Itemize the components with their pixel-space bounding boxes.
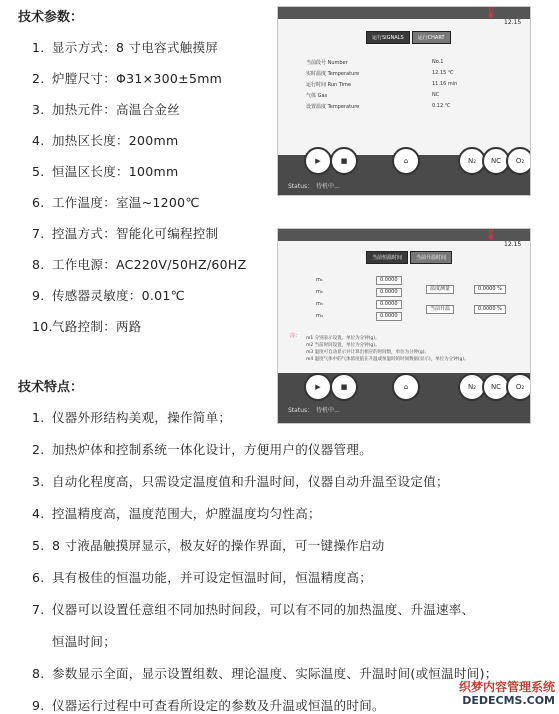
list-item [52,632,116,650]
features-heading: 技术特点： [18,380,84,395]
m-value-box: 0.0000 [376,276,402,285]
row-value: No.1 [432,59,444,65]
list-item [32,408,231,426]
screen-row [306,103,451,110]
list-item [32,472,449,490]
list-item [32,317,142,335]
nc-button[interactable]: NC [482,147,510,175]
screen-row [306,81,458,88]
list-item [32,286,185,304]
list-item-text: 加热炉体和控制系统一体化设计，方便用户的仪器管理。 [52,442,373,457]
list-item-number: 1. [32,410,45,425]
list-item-number: 7. [32,602,45,617]
note-title: 注： [290,333,301,339]
row-label: 当前段号 Number [306,60,348,66]
list-item-text: 控温精度高，温度范围大，炉膛温度均匀性高； [52,506,321,521]
list-item-text: 具有极佳的恒温功能，并可设定恒温时间，恒温精度高； [52,570,373,585]
list-item [32,664,498,682]
list-item-number: 9. [32,288,45,303]
list-item-text: 仪器可以设置任意组不同加热时间段，可以有不同的加热温度、升温速率、 [52,602,475,617]
row-label: 气体 Gas [306,93,328,99]
specs-heading: 技术参数： [18,10,84,25]
play-button[interactable]: ▶ [304,373,332,401]
n2-button[interactable]: N₂ [458,147,486,175]
list-item-text: 加热区长度：200mm [52,133,179,148]
tab-ramp-time[interactable]: 当前升温时间 [410,251,452,264]
list-item-number: 4. [32,133,45,148]
m-label: m₂ [316,289,323,295]
right-b-value: 0.0000 % [474,305,506,314]
thermometer-icon: 🌡 [484,228,498,241]
list-item [32,193,200,211]
thermometer-icon: 🌡 [484,6,498,19]
m-value-box: 0.0000 [376,312,402,321]
stop-button[interactable]: ■ [330,147,358,175]
list-item-text: 炉膛尺寸：Φ31×300±5mm [52,71,223,86]
note-line: m4 温度气体中的气体浓度值在升温或恒温时的时间数据(显示)，单位为分钟(g)。 [306,357,469,362]
m-label: m₃ [316,301,323,307]
list-item-text: 控温方式：智能化可编程控制 [52,226,219,241]
tab-chart[interactable]: 运行CHART [412,31,451,44]
list-item [32,100,180,118]
status-text: 待机中... [316,407,340,414]
list-item [32,504,321,522]
list-item [32,224,218,242]
stop-button[interactable]: ■ [330,373,358,401]
m-label: m₁ [316,277,323,283]
screen-row [306,59,444,66]
o2-button[interactable]: O₂ [506,147,531,175]
device-screen-1 [277,6,531,196]
list-item-number: 5. [32,164,45,179]
list-item-text: 8 寸液晶触摸屏显示，极友好的操作界面，可一键操作启动 [52,538,385,553]
watermark-line2: DEDECMS.COM [462,694,555,707]
right-b-label: 当前升温 [426,305,454,314]
screen-tabs [366,251,452,264]
tab-hold-time[interactable]: 当前恒温时间 [366,251,408,264]
list-item-text: 参数显示全面，显示设置组数、理论温度、实际温度、升温时间(或恒温时间)； [52,666,498,681]
right-a-value: 0.0000 % [474,285,506,294]
m-value-box: 0.0000 [376,288,402,297]
screen-dock [278,373,530,423]
home-button[interactable]: ⌂ [392,147,420,175]
status-text: 待机中... [316,183,340,190]
row-value: 0.12 ℃ [432,103,451,109]
list-item-text: 恒温区长度：100mm [52,164,179,179]
list-item-number: 4. [32,506,45,521]
list-item-text: 工作电源：AC220V/50HZ/60HZ [52,257,247,272]
screen-dock [278,155,530,195]
note-line: m2 当前时间设置，单位为分钟(g)。 [306,343,380,348]
list-item-number: 10. [32,319,53,334]
row-label: 实时温度 Temperature [306,71,360,77]
row-label: 设置温度 Temperature [306,104,360,110]
screen-tabs [366,31,451,44]
row-value: 11.16 min [432,81,458,87]
list-item [32,440,372,458]
list-item-text: 自动化程度高，只需设定温度值和升温时间，仪器自动升温至设定值； [52,474,449,489]
screen-row [306,92,440,99]
o2-button[interactable]: O₂ [506,373,531,401]
list-item-number: 8. [32,257,45,272]
list-item-number: 7. [32,226,45,241]
watermark-line1: 织梦内容管理系统 [458,680,555,694]
note-line: m3 温度可自动显示并计算出相应的时间数，单位为分钟(g)。 [306,350,430,355]
list-item-number: 2. [32,71,45,86]
row-value: NC [432,92,440,98]
list-item-number: 3. [32,102,45,117]
n2-button[interactable]: N₂ [458,373,486,401]
list-item [32,696,385,714]
list-item-text: 恒温时间； [52,634,117,649]
play-button[interactable]: ▶ [304,147,332,175]
list-item-number: 5. [32,538,45,553]
m-label: m₄ [316,313,323,319]
list-item-text: 仪器外形结构美观，操作简单； [52,410,232,425]
row-label: 运行时间 Run Time [306,82,352,88]
list-item-number: 2. [32,442,45,457]
nc-button[interactable]: NC [482,373,510,401]
right-a-label: 温度测量 [426,285,454,294]
list-item-number: 8. [32,666,45,681]
list-item-number: 3. [32,474,45,489]
m-value-box: 0.0000 [376,300,402,309]
list-item [32,255,246,273]
tab-signals[interactable]: 运行SIGNALS [366,31,410,44]
note-line: m1 分别表示设置、单位为分钟(g)。 [306,336,380,341]
list-item-text: 工作温度：室温~1200℃ [52,195,200,210]
row-value: 12.15 ℃ [432,70,454,76]
device-screen-2 [277,228,531,424]
list-item-text: 显示方式：8 寸电容式触摸屏 [52,40,219,55]
home-button[interactable]: ⌂ [392,373,420,401]
list-item [32,162,179,180]
list-item [32,131,179,149]
list-item [32,568,372,586]
list-item [32,38,218,56]
list-item-text: 气路控制：两路 [52,319,142,334]
list-item [32,536,385,554]
status-label: Status： [288,183,314,190]
list-item-text: 传感器灵敏度：0.01℃ [52,288,185,303]
list-item [32,600,474,618]
watermark [459,681,555,707]
list-item-number: 1. [32,40,45,55]
notes-box [306,335,516,363]
list-item-text: 加热元件：高温合金丝 [52,102,181,117]
screen-time: 12.15 [504,241,522,248]
list-item-text: 仪器运行过程中可查看所设定的参数及升温或恒温的时间。 [52,698,385,713]
list-item-number: 6. [32,195,45,210]
screen-row [306,70,454,77]
list-item-number: 6. [32,570,45,585]
list-item [32,69,222,87]
list-item-number: 9. [32,698,45,713]
status-label: Status： [288,407,314,414]
screen-time: 12.15 [504,19,522,26]
